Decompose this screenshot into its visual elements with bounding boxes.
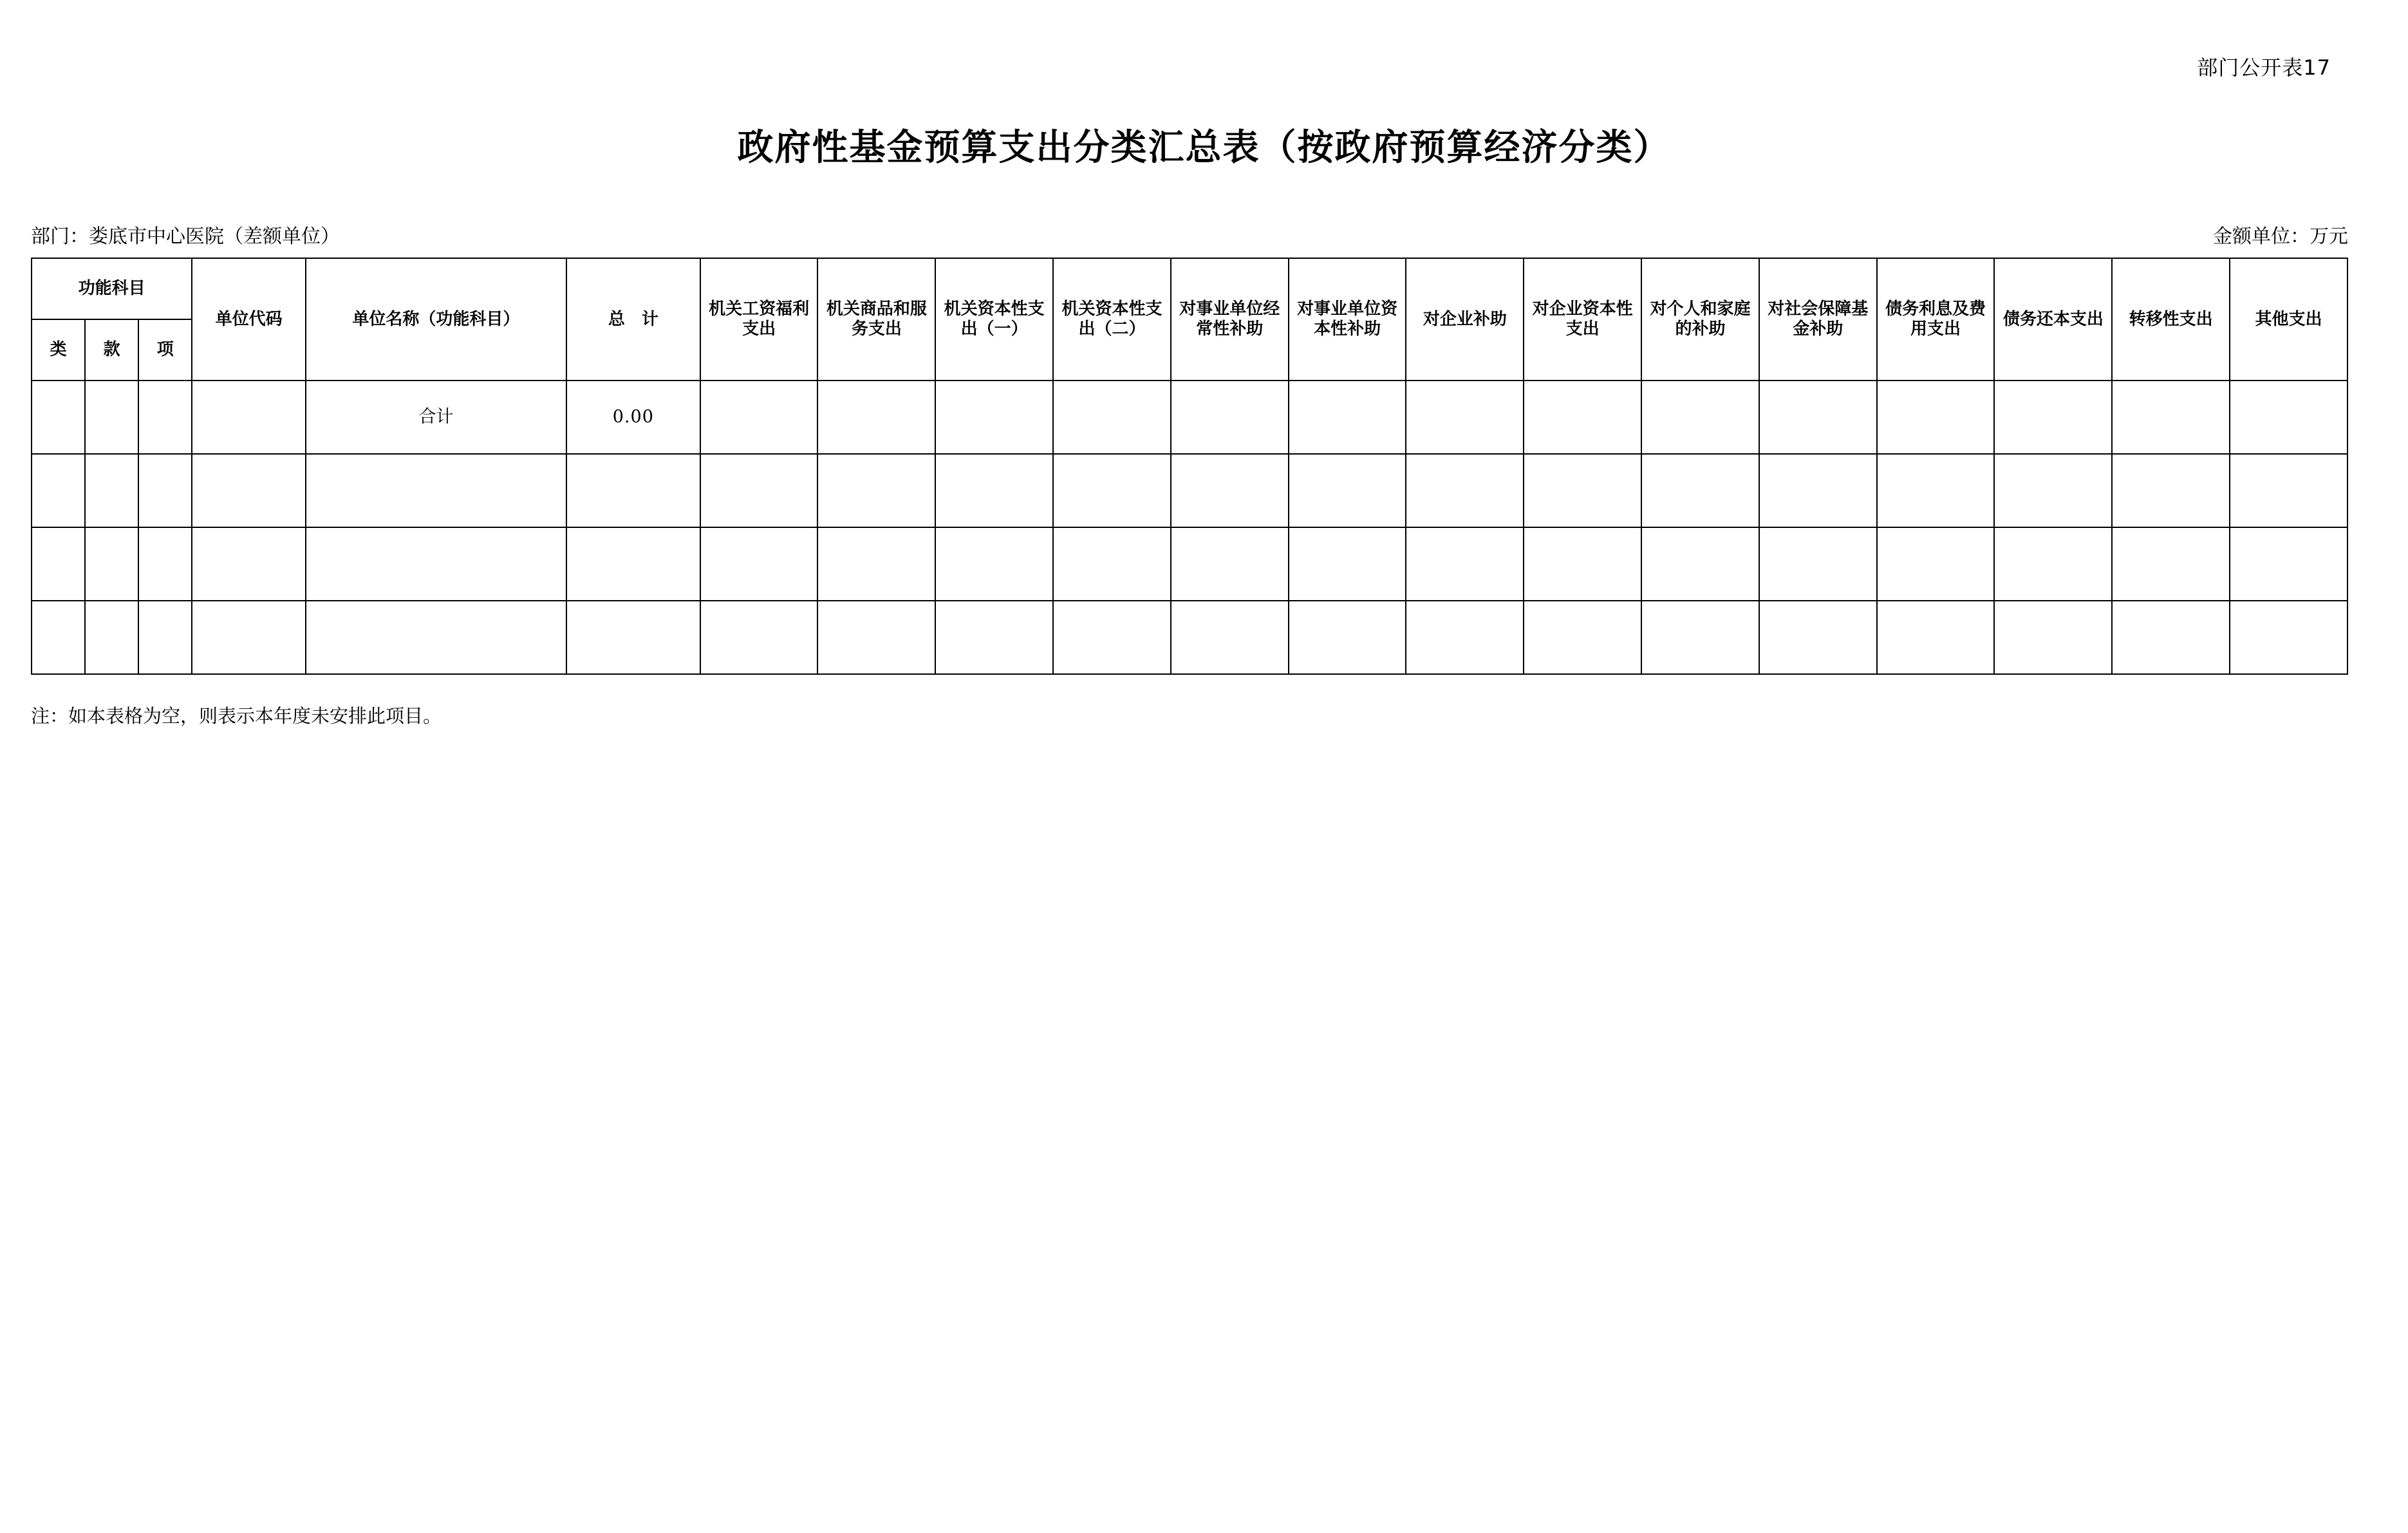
cell-value bbox=[1641, 381, 1759, 454]
cell-lei bbox=[32, 601, 85, 674]
cell-xiang bbox=[138, 454, 192, 527]
budget-table bbox=[31, 258, 2348, 675]
cell-value bbox=[700, 454, 818, 527]
cell-value bbox=[1524, 601, 1641, 674]
cell-value bbox=[1524, 527, 1641, 601]
cell-kuan bbox=[85, 527, 138, 601]
header-col-10: 对企业资本性支出 bbox=[1524, 258, 1641, 381]
header-col-4: 机关商品和服务支出 bbox=[817, 258, 935, 381]
header-col-11: 对个人和家庭的补助 bbox=[1641, 258, 1759, 381]
cell-value bbox=[817, 601, 935, 674]
header-unit-name: 单位名称（功能科目） bbox=[306, 258, 566, 381]
cell-lei bbox=[32, 527, 85, 601]
cell-name bbox=[306, 601, 566, 674]
cell-value bbox=[700, 527, 818, 601]
cell-value bbox=[2230, 601, 2347, 674]
header-col-14: 债务还本支出 bbox=[1994, 258, 2112, 381]
cell-lei bbox=[32, 454, 85, 527]
cell-value bbox=[935, 601, 1053, 674]
cell-value bbox=[1994, 454, 2112, 527]
cell-value bbox=[817, 454, 935, 527]
cell-code bbox=[192, 381, 306, 454]
cell-value bbox=[1406, 601, 1524, 674]
header-col-15: 转移性支出 bbox=[2112, 258, 2230, 381]
form-number-label: 部门公开表17 bbox=[2197, 55, 2331, 80]
cell-lei bbox=[32, 381, 85, 454]
cell-name bbox=[306, 527, 566, 601]
cell-value bbox=[1053, 527, 1171, 601]
cell-value bbox=[1289, 454, 1406, 527]
header-col-3: 机关工资福利支出 bbox=[700, 258, 818, 381]
table-row bbox=[32, 601, 2347, 674]
cell-name: 合计 bbox=[306, 381, 566, 454]
cell-value bbox=[817, 381, 935, 454]
cell-value bbox=[1877, 601, 1995, 674]
table-row bbox=[32, 454, 2347, 527]
cell-code bbox=[192, 601, 306, 674]
cell-kuan bbox=[85, 381, 138, 454]
cell-code bbox=[192, 527, 306, 601]
header-col-16: 其他支出 bbox=[2230, 258, 2347, 381]
header-col-6: 机关资本性支出（二） bbox=[1053, 258, 1171, 381]
cell-value bbox=[1171, 601, 1289, 674]
cell-total bbox=[566, 527, 700, 601]
cell-value bbox=[1641, 454, 1759, 527]
cell-value bbox=[2112, 601, 2230, 674]
header-total: 总 计 bbox=[566, 258, 700, 381]
cell-value bbox=[1289, 527, 1406, 601]
cell-value bbox=[1524, 381, 1641, 454]
cell-total bbox=[566, 601, 700, 674]
cell-value bbox=[1406, 381, 1524, 454]
header-col-9: 对企业补助 bbox=[1406, 258, 1524, 381]
cell-value bbox=[2112, 527, 2230, 601]
cell-value bbox=[1759, 601, 1877, 674]
cell-value bbox=[1406, 527, 1524, 601]
header-col-12: 对社会保障基金补助 bbox=[1759, 258, 1877, 381]
cell-value bbox=[935, 527, 1053, 601]
cell-value bbox=[1171, 381, 1289, 454]
cell-value bbox=[935, 454, 1053, 527]
header-col-5: 机关资本性支出（一） bbox=[935, 258, 1053, 381]
cell-value bbox=[1053, 454, 1171, 527]
table-body bbox=[32, 381, 2347, 674]
cell-value bbox=[817, 527, 935, 601]
cell-value bbox=[2112, 381, 2230, 454]
cell-value bbox=[1406, 454, 1524, 527]
cell-kuan bbox=[85, 454, 138, 527]
cell-value bbox=[935, 381, 1053, 454]
cell-value bbox=[1053, 381, 1171, 454]
header-col-13: 债务利息及费用支出 bbox=[1877, 258, 1995, 381]
cell-value bbox=[1759, 454, 1877, 527]
table-row bbox=[32, 527, 2347, 601]
cell-value bbox=[700, 381, 818, 454]
cell-value bbox=[2230, 454, 2347, 527]
header-unit-code: 单位代码 bbox=[192, 258, 306, 381]
cell-value bbox=[1171, 527, 1289, 601]
header-col-7: 对事业单位经常性补助 bbox=[1171, 258, 1289, 381]
cell-value bbox=[1641, 527, 1759, 601]
cell-value bbox=[1994, 527, 2112, 601]
cell-value bbox=[1759, 527, 1877, 601]
header-lei: 类 bbox=[32, 319, 85, 381]
cell-value bbox=[2230, 527, 2347, 601]
cell-xiang bbox=[138, 527, 192, 601]
table-header bbox=[32, 258, 2347, 381]
cell-value bbox=[2112, 454, 2230, 527]
table-row bbox=[32, 381, 2347, 454]
cell-total: 0.00 bbox=[566, 381, 700, 454]
header-xiang: 项 bbox=[138, 319, 192, 381]
table-note: 注：如本表格为空，则表示本年度未安排此项目。 bbox=[31, 705, 442, 727]
cell-value bbox=[700, 601, 818, 674]
cell-value bbox=[1171, 454, 1289, 527]
cell-xiang bbox=[138, 601, 192, 674]
cell-value bbox=[1877, 381, 1995, 454]
cell-value bbox=[1877, 527, 1995, 601]
header-kuan: 款 bbox=[85, 319, 138, 381]
cell-name bbox=[306, 454, 566, 527]
cell-value bbox=[1289, 381, 1406, 454]
cell-value bbox=[1289, 601, 1406, 674]
cell-value bbox=[1877, 454, 1995, 527]
cell-value bbox=[1994, 381, 2112, 454]
amount-unit-label: 金额单位：万元 bbox=[2213, 225, 2348, 248]
department-label: 部门：娄底市中心医院（差额单位） bbox=[31, 225, 340, 248]
cell-value bbox=[1524, 454, 1641, 527]
cell-value bbox=[1759, 381, 1877, 454]
cell-value bbox=[1994, 601, 2112, 674]
cell-code bbox=[192, 454, 306, 527]
cell-value bbox=[1053, 601, 1171, 674]
meta-row bbox=[31, 220, 2348, 249]
cell-kuan bbox=[85, 601, 138, 674]
header-col-8: 对事业单位资本性补助 bbox=[1289, 258, 1406, 381]
cell-value bbox=[2230, 381, 2347, 454]
cell-total bbox=[566, 454, 700, 527]
cell-value bbox=[1641, 601, 1759, 674]
cell-xiang bbox=[138, 381, 192, 454]
header-function-subject: 功能科目 bbox=[32, 258, 192, 319]
page-title: 政府性基金预算支出分类汇总表（按政府预算经济分类） bbox=[737, 126, 1671, 169]
